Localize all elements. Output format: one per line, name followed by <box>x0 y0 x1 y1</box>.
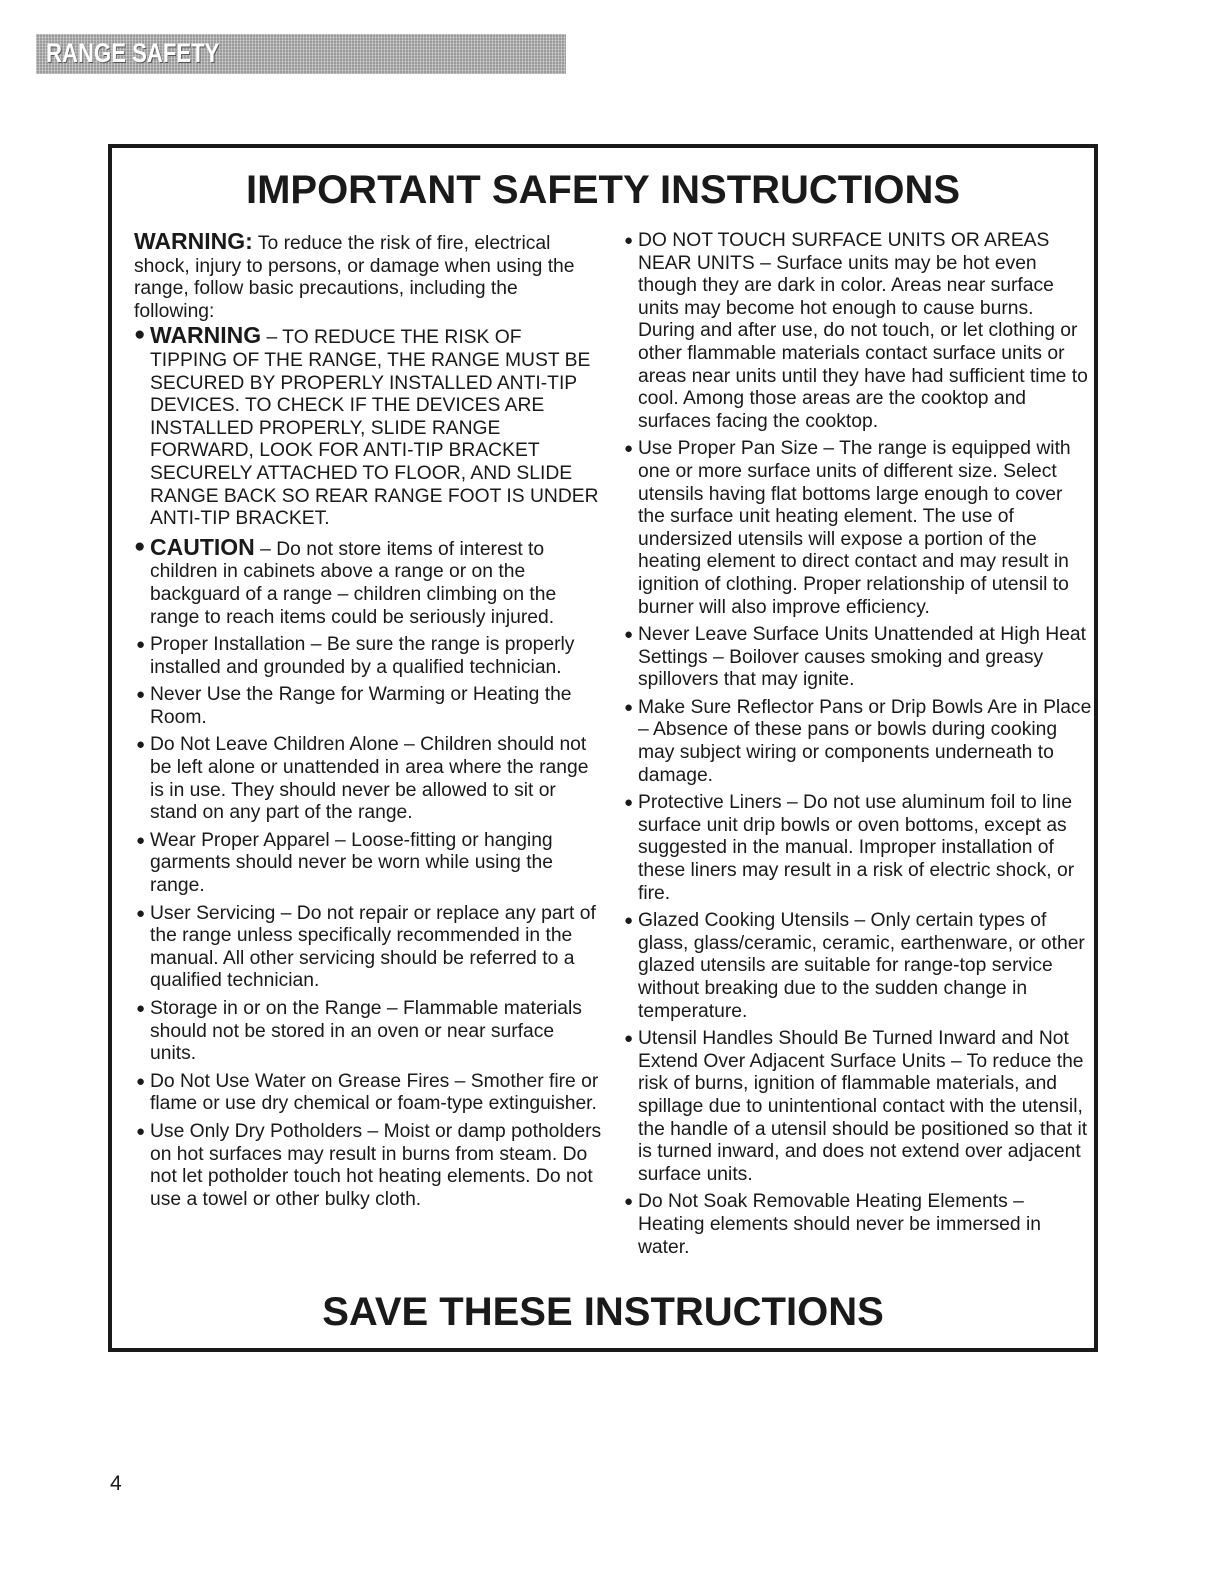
list-item <box>134 903 602 993</box>
bullet-icon: ● <box>624 1193 634 1211</box>
list-item <box>622 792 1092 905</box>
bullet-icon: ● <box>624 1030 634 1048</box>
bullet-icon: ● <box>624 794 634 812</box>
section-title: RANGE SAFETY <box>46 38 220 68</box>
intro-text: To reduce the risk of fire, electrical shock, injury to persons, or damage when using the range, follow basic precautions, including the following: <box>134 233 575 322</box>
item-text: – TO REDUCE THE RISK OF TIPPING OF THE RANGE, THE RANGE MUST BE SECURED BY PROPERLY INSTALLED ANTI-TIP DEVICES. TO CHECK IF THE DEVICES ARE INSTALLED PROPERLY, SLIDE RANGE FORWARD, LOOK FOR ANTI-TIP BRACKET SECURELY ATTACHED TO FLOOR, AND SLIDE RANGE BACK SO REAR RANGE FOOT IS UNDER ANTI-TIP BRACKET. <box>150 327 599 530</box>
list-item <box>134 1121 602 1211</box>
bullet-icon: ● <box>624 912 634 930</box>
item-label: WARNING <box>150 322 262 349</box>
bullet-icon: ● <box>134 535 146 557</box>
list-item <box>622 1028 1092 1186</box>
list-item <box>622 697 1092 787</box>
main-title: IMPORTANT SAFETY INSTRUCTIONS <box>245 168 961 212</box>
item-text: Make Sure Reflector Pans or Drip Bowls Are in Place – Absence of these pans or bowls during cooking may subject wiring or components underneath to damage. <box>638 696 1092 786</box>
list-item-caution <box>134 533 602 629</box>
bullet-icon: ● <box>136 1000 146 1017</box>
item-text: Utensil Handles Should Be Turned Inward and Not Extend Over Adjacent Surface Units – To reduce the risk of burns, ignition of flammable materials, and spillage due to unintentional contact with the utensil, the handle of a utensil should be positioned so that it is turned inward, and does not extend over adjacent surface units. <box>638 1028 1088 1185</box>
item-text: User Servicing – Do not repair or replace any part of the range unless specifically recommended in the manual. All other servicing should be referred to a qualified technician. <box>150 902 596 992</box>
bullet-icon: ● <box>136 636 146 654</box>
item-text: Do Not Use Water on Grease Fires – Smother fire or flame or use dry chemical or foam-type extinguisher. <box>150 1070 599 1115</box>
page-number: 4 <box>110 1472 122 1495</box>
list-item <box>134 830 602 898</box>
intro-paragraph <box>134 230 602 323</box>
item-text: Use Only Dry Potholders – Moist or damp potholders on hot surfaces may result in burns from steam. Do not let potholder touch hot heating elements. Do not use a towel or other bulky cloth. <box>150 1120 602 1210</box>
list-item <box>134 1071 602 1116</box>
list-item <box>134 684 602 729</box>
bullet-icon: ● <box>624 232 634 249</box>
bullet-icon: ● <box>624 698 634 716</box>
save-instructions-title: SAVE THESE INSTRUCTIONS <box>322 1290 884 1334</box>
bullet-icon: ● <box>136 831 146 849</box>
item-text: Do Not Soak Removable Heating Elements – Heating elements should never be immersed in water. <box>638 1191 1041 1258</box>
list-item <box>622 438 1092 619</box>
item-text: Never Use the Range for Warming or Heating the Room. <box>150 684 572 728</box>
bullet-icon: ● <box>624 626 634 644</box>
item-text: Proper Installation – Be sure the range is properly installed and grounded by a qualified technician. <box>150 634 575 678</box>
safety-instructions-box <box>108 144 1098 1352</box>
bullet-icon: ● <box>624 440 634 458</box>
bullet-icon: ● <box>136 1072 146 1090</box>
item-text: Glazed Cooking Utensils – Only certain types of glass, glass/ceramic, ceramic, earthenware, or other glazed utensils are suitable for range-top service without breaking due to the sudden change in temperature. <box>638 910 1085 1022</box>
list-item <box>134 998 602 1066</box>
list-item <box>134 734 602 824</box>
item-text: Use Proper Pan Size – The range is equipped with one or more surface units of different size. Select utensils having flat bottoms large enough to cover the surface unit heating element. The use of undersized utensils will expose a portion of the heating element to direct contact and may result in ignition of clothing. Proper relationship of utensil to burner will also improve efficiency. <box>638 438 1071 618</box>
item-text: Wear Proper Apparel – Loose-fitting or hanging garments should never be worn while using the range. <box>150 829 553 897</box>
left-column <box>134 230 602 1216</box>
item-label: CAUTION <box>150 533 255 560</box>
list-item-warning <box>134 324 602 530</box>
bullet-icon: ● <box>136 904 146 922</box>
list-item <box>622 230 1092 433</box>
section-header-banner <box>36 34 566 74</box>
item-text: Storage in or on the Range – Flammable materials should not be stored in an oven or near surface units. <box>150 998 582 1065</box>
right-column <box>622 230 1092 1264</box>
list-item <box>622 624 1092 692</box>
item-text: Protective Liners – Do not use aluminum foil to line surface unit drip bowls or oven bottoms, except as suggested in the manual. Improper installation of these liners may result in a risk of electric shock, or fire. <box>638 792 1075 904</box>
item-text: – Do not store items of interest to children in cabinets above a range or on the backguard of a range – children climbing on the range to reach items could be seriously injured. <box>150 538 557 628</box>
list-item <box>622 1191 1092 1259</box>
bullet-icon: ● <box>136 736 146 754</box>
intro-warning-label: WARNING: <box>134 228 253 254</box>
item-text: DO NOT TOUCH SURFACE UNITS OR AREAS NEAR UNITS – Surface units may be hot even though they are dark in color. Areas near surface units may become hot enough to cause burns. During and after use, do not touch, or let clothing or other flammable materials contact surface units or areas near units until they have had sufficient time to cool. Among those areas are the cooktop and surfaces facing the cooktop. <box>638 230 1088 432</box>
item-text: Do Not Leave Children Alone – Children should not be left alone or unattended in area where the range is in use. They should never be allowed to sit or stand on any part of the range. <box>150 734 589 824</box>
bullet-icon: ● <box>134 324 146 346</box>
item-text: Never Leave Surface Units Unattended at High Heat Settings – Boilover causes smoking and greasy spillovers that may ignite. <box>638 624 1087 691</box>
bullet-icon: ● <box>136 1122 146 1140</box>
list-item <box>134 634 602 679</box>
bullet-icon: ● <box>136 686 146 704</box>
list-item <box>622 910 1092 1023</box>
